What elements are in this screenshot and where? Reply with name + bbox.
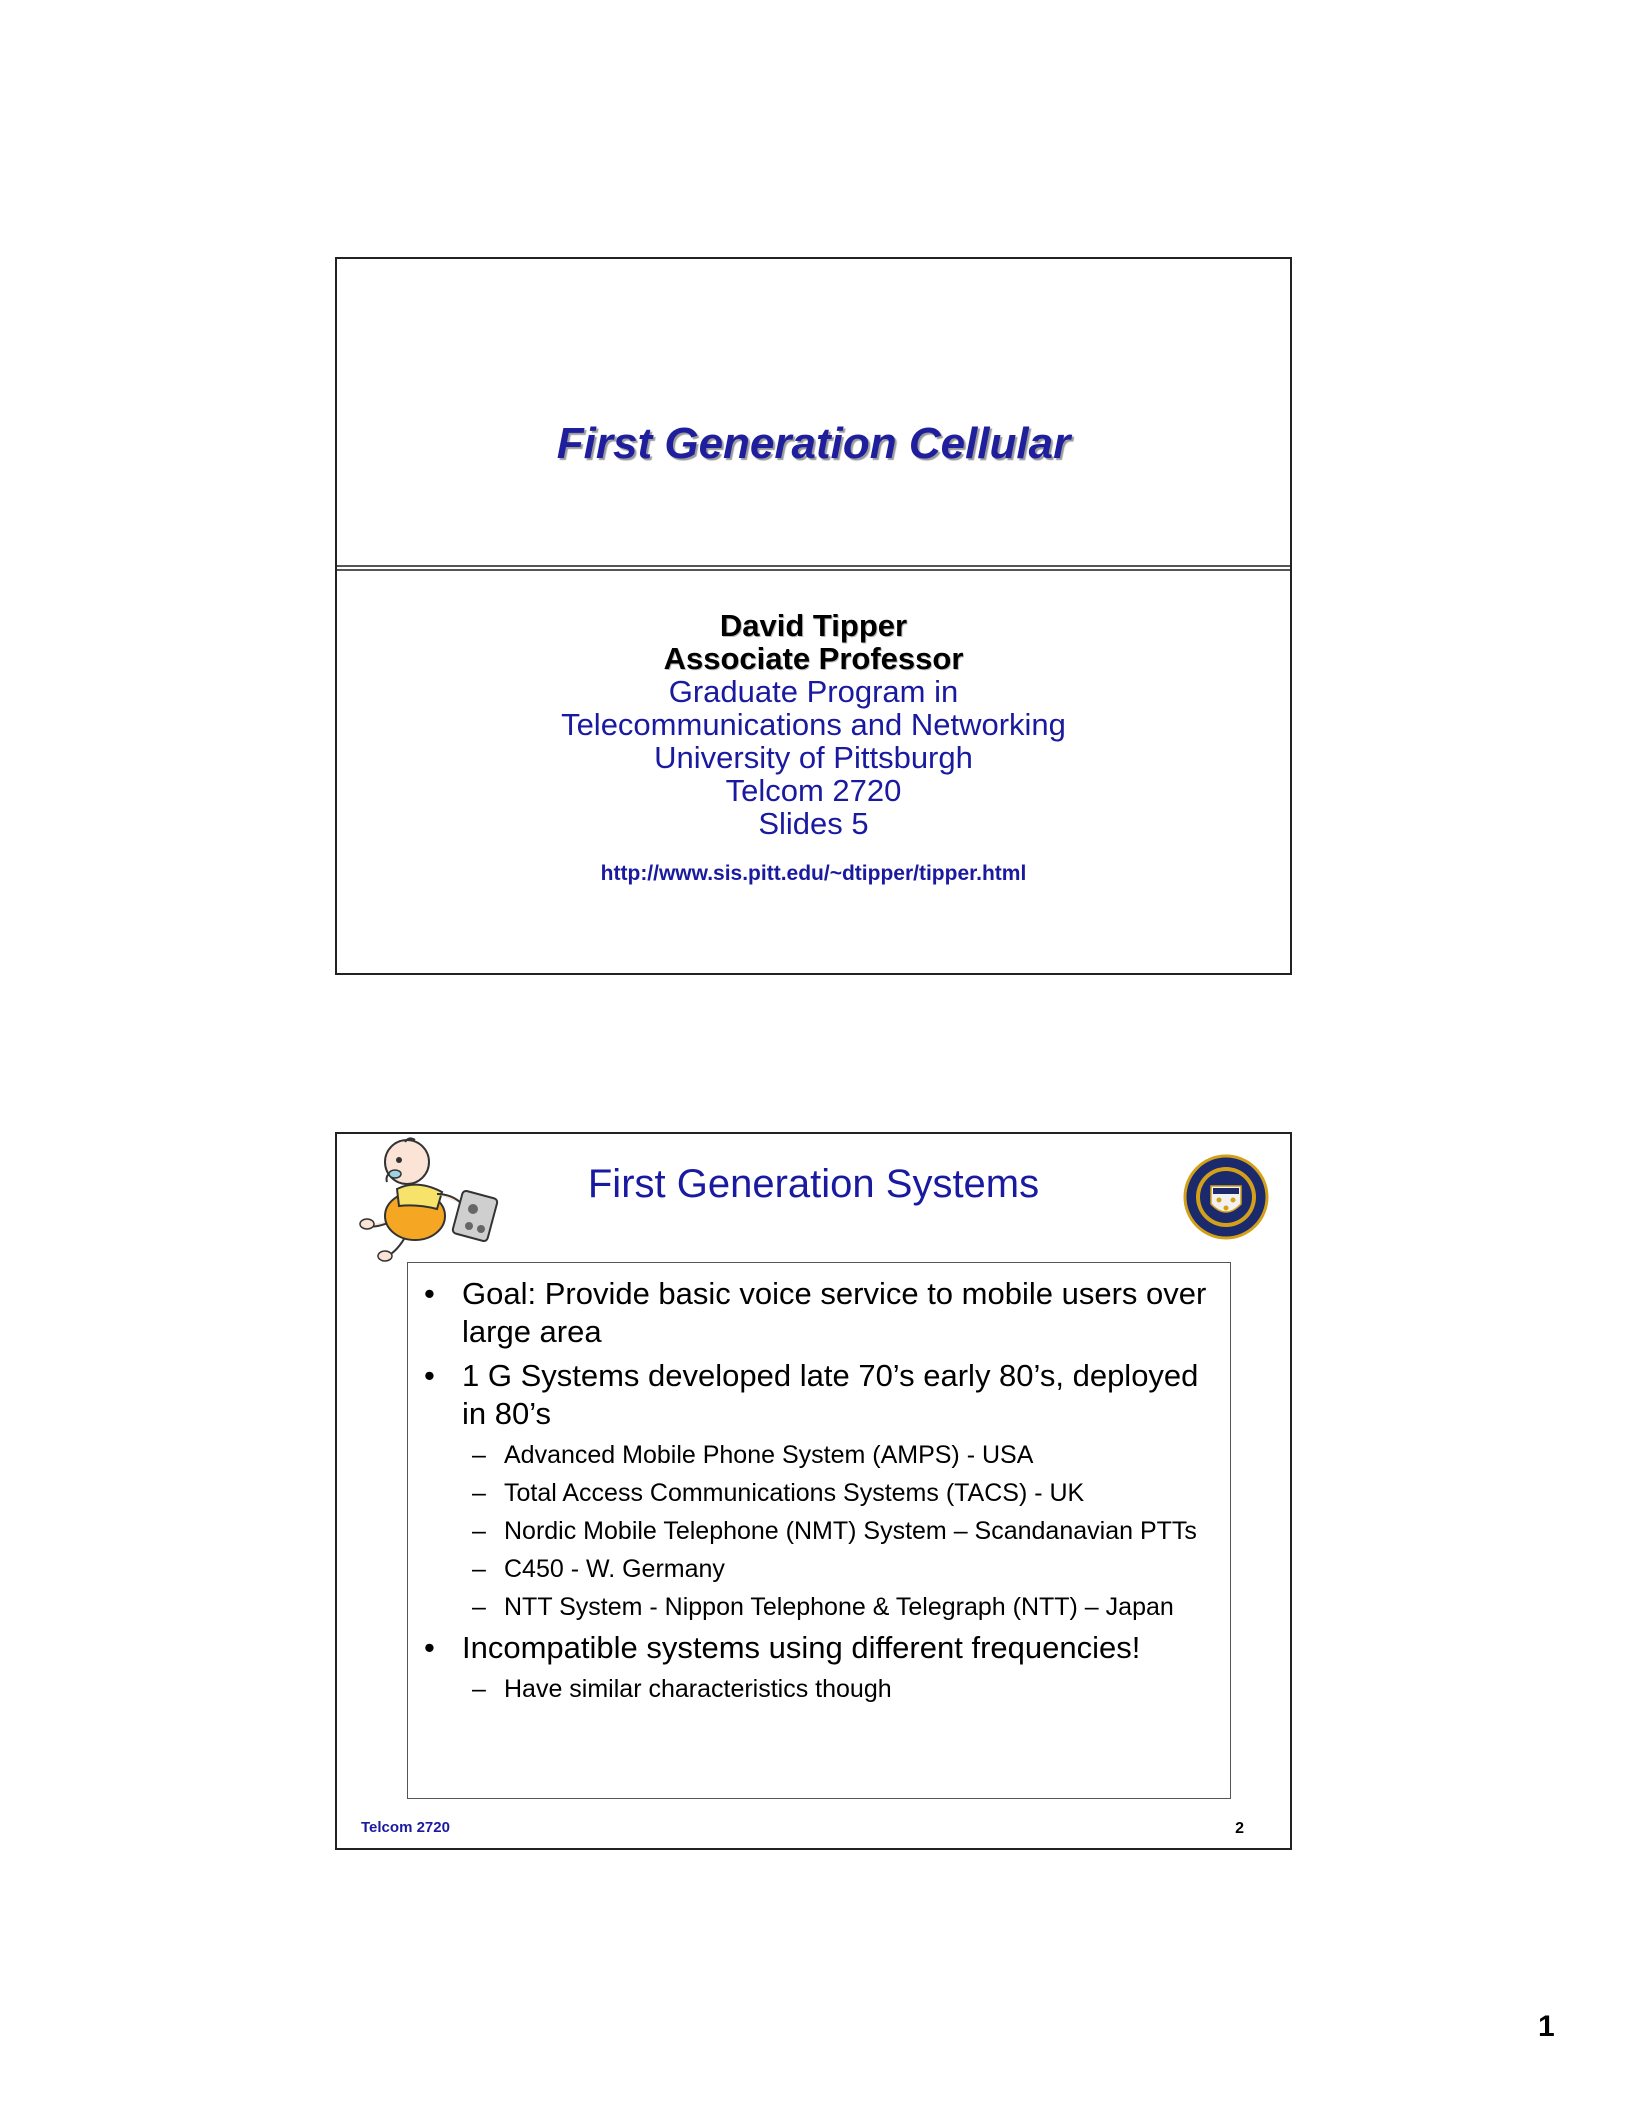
slide-1 bbox=[335, 257, 1292, 975]
slide-1-title: First Generation Cellular bbox=[556, 419, 1071, 468]
sub-bullet-text: C450 - W. Germany bbox=[504, 1555, 725, 1583]
slide-2-header bbox=[337, 1134, 1290, 1254]
slide-2 bbox=[335, 1132, 1292, 1850]
bullet-marker: • bbox=[424, 1358, 435, 1393]
author-line-2: Telecommunications and Networking bbox=[561, 707, 1066, 742]
slide-2-content-box bbox=[407, 1262, 1231, 1799]
bullet-item bbox=[416, 1275, 1222, 1351]
bullet-item bbox=[416, 1629, 1222, 1667]
sub-bullet-text: Total Access Communications Systems (TACS) - UK bbox=[504, 1479, 1085, 1507]
sub-bullet-marker: – bbox=[472, 1517, 486, 1545]
slide-2-title: First Generation Systems bbox=[587, 1162, 1040, 1206]
sub-bullet-item bbox=[416, 1674, 1222, 1705]
slide-1-body bbox=[337, 609, 1290, 886]
page-number: 1 bbox=[1538, 2010, 1555, 2043]
bullet-item bbox=[416, 1357, 1222, 1433]
bullet-marker: • bbox=[424, 1630, 435, 1665]
author-line-4: Telcom 2720 bbox=[725, 773, 902, 808]
sub-bullet-item bbox=[416, 1516, 1222, 1547]
slide-2-footer-course: Telcom 2720 bbox=[361, 1819, 450, 1836]
sub-bullet-marker: – bbox=[472, 1479, 486, 1507]
sub-bullet-marker: – bbox=[472, 1593, 486, 1621]
sub-bullet-marker: – bbox=[472, 1675, 486, 1703]
sub-bullet-text: NTT System - Nippon Telephone & Telegraph (NTT) – Japan bbox=[504, 1593, 1174, 1621]
sub-bullet-item bbox=[416, 1592, 1222, 1623]
author-line-3: University of Pittsburgh bbox=[654, 740, 973, 775]
slide-1-title-area bbox=[337, 259, 1290, 565]
author-line-1: Graduate Program in bbox=[668, 674, 959, 709]
sub-bullet-text: Advanced Mobile Phone System (AMPS) - USA bbox=[504, 1441, 1034, 1469]
sub-bullet-item bbox=[416, 1478, 1222, 1509]
bullet-marker: • bbox=[424, 1276, 435, 1311]
bullet-text: Goal: Provide basic voice service to mobile users over large area bbox=[462, 1276, 1207, 1349]
author-url-link[interactable]: http://www.sis.pitt.edu/~dtipper/tipper.html bbox=[600, 862, 1027, 885]
slide-2-footer-number: 2 bbox=[1235, 1820, 1244, 1837]
bullet-text: 1 G Systems developed late 70’s early 80’s, deployed in 80’s bbox=[462, 1358, 1199, 1431]
sub-bullet-text: Have similar characteristics though bbox=[504, 1675, 892, 1703]
author-position: Associate Professor bbox=[663, 641, 964, 676]
sub-bullet-text: Nordic Mobile Telephone (NMT) System – Scandanavian PTTs bbox=[504, 1517, 1197, 1545]
slide-1-divider bbox=[337, 565, 1290, 571]
sub-bullet-marker: – bbox=[472, 1555, 486, 1583]
sub-bullet-item bbox=[416, 1554, 1222, 1585]
sub-bullet-item bbox=[416, 1440, 1222, 1471]
author-name: David Tipper bbox=[719, 608, 908, 643]
bullet-text: Incompatible systems using different frequencies! bbox=[462, 1630, 1141, 1665]
sub-bullet-marker: – bbox=[472, 1441, 486, 1469]
author-line-5: Slides 5 bbox=[758, 806, 869, 841]
university-seal-icon bbox=[1183, 1154, 1269, 1240]
